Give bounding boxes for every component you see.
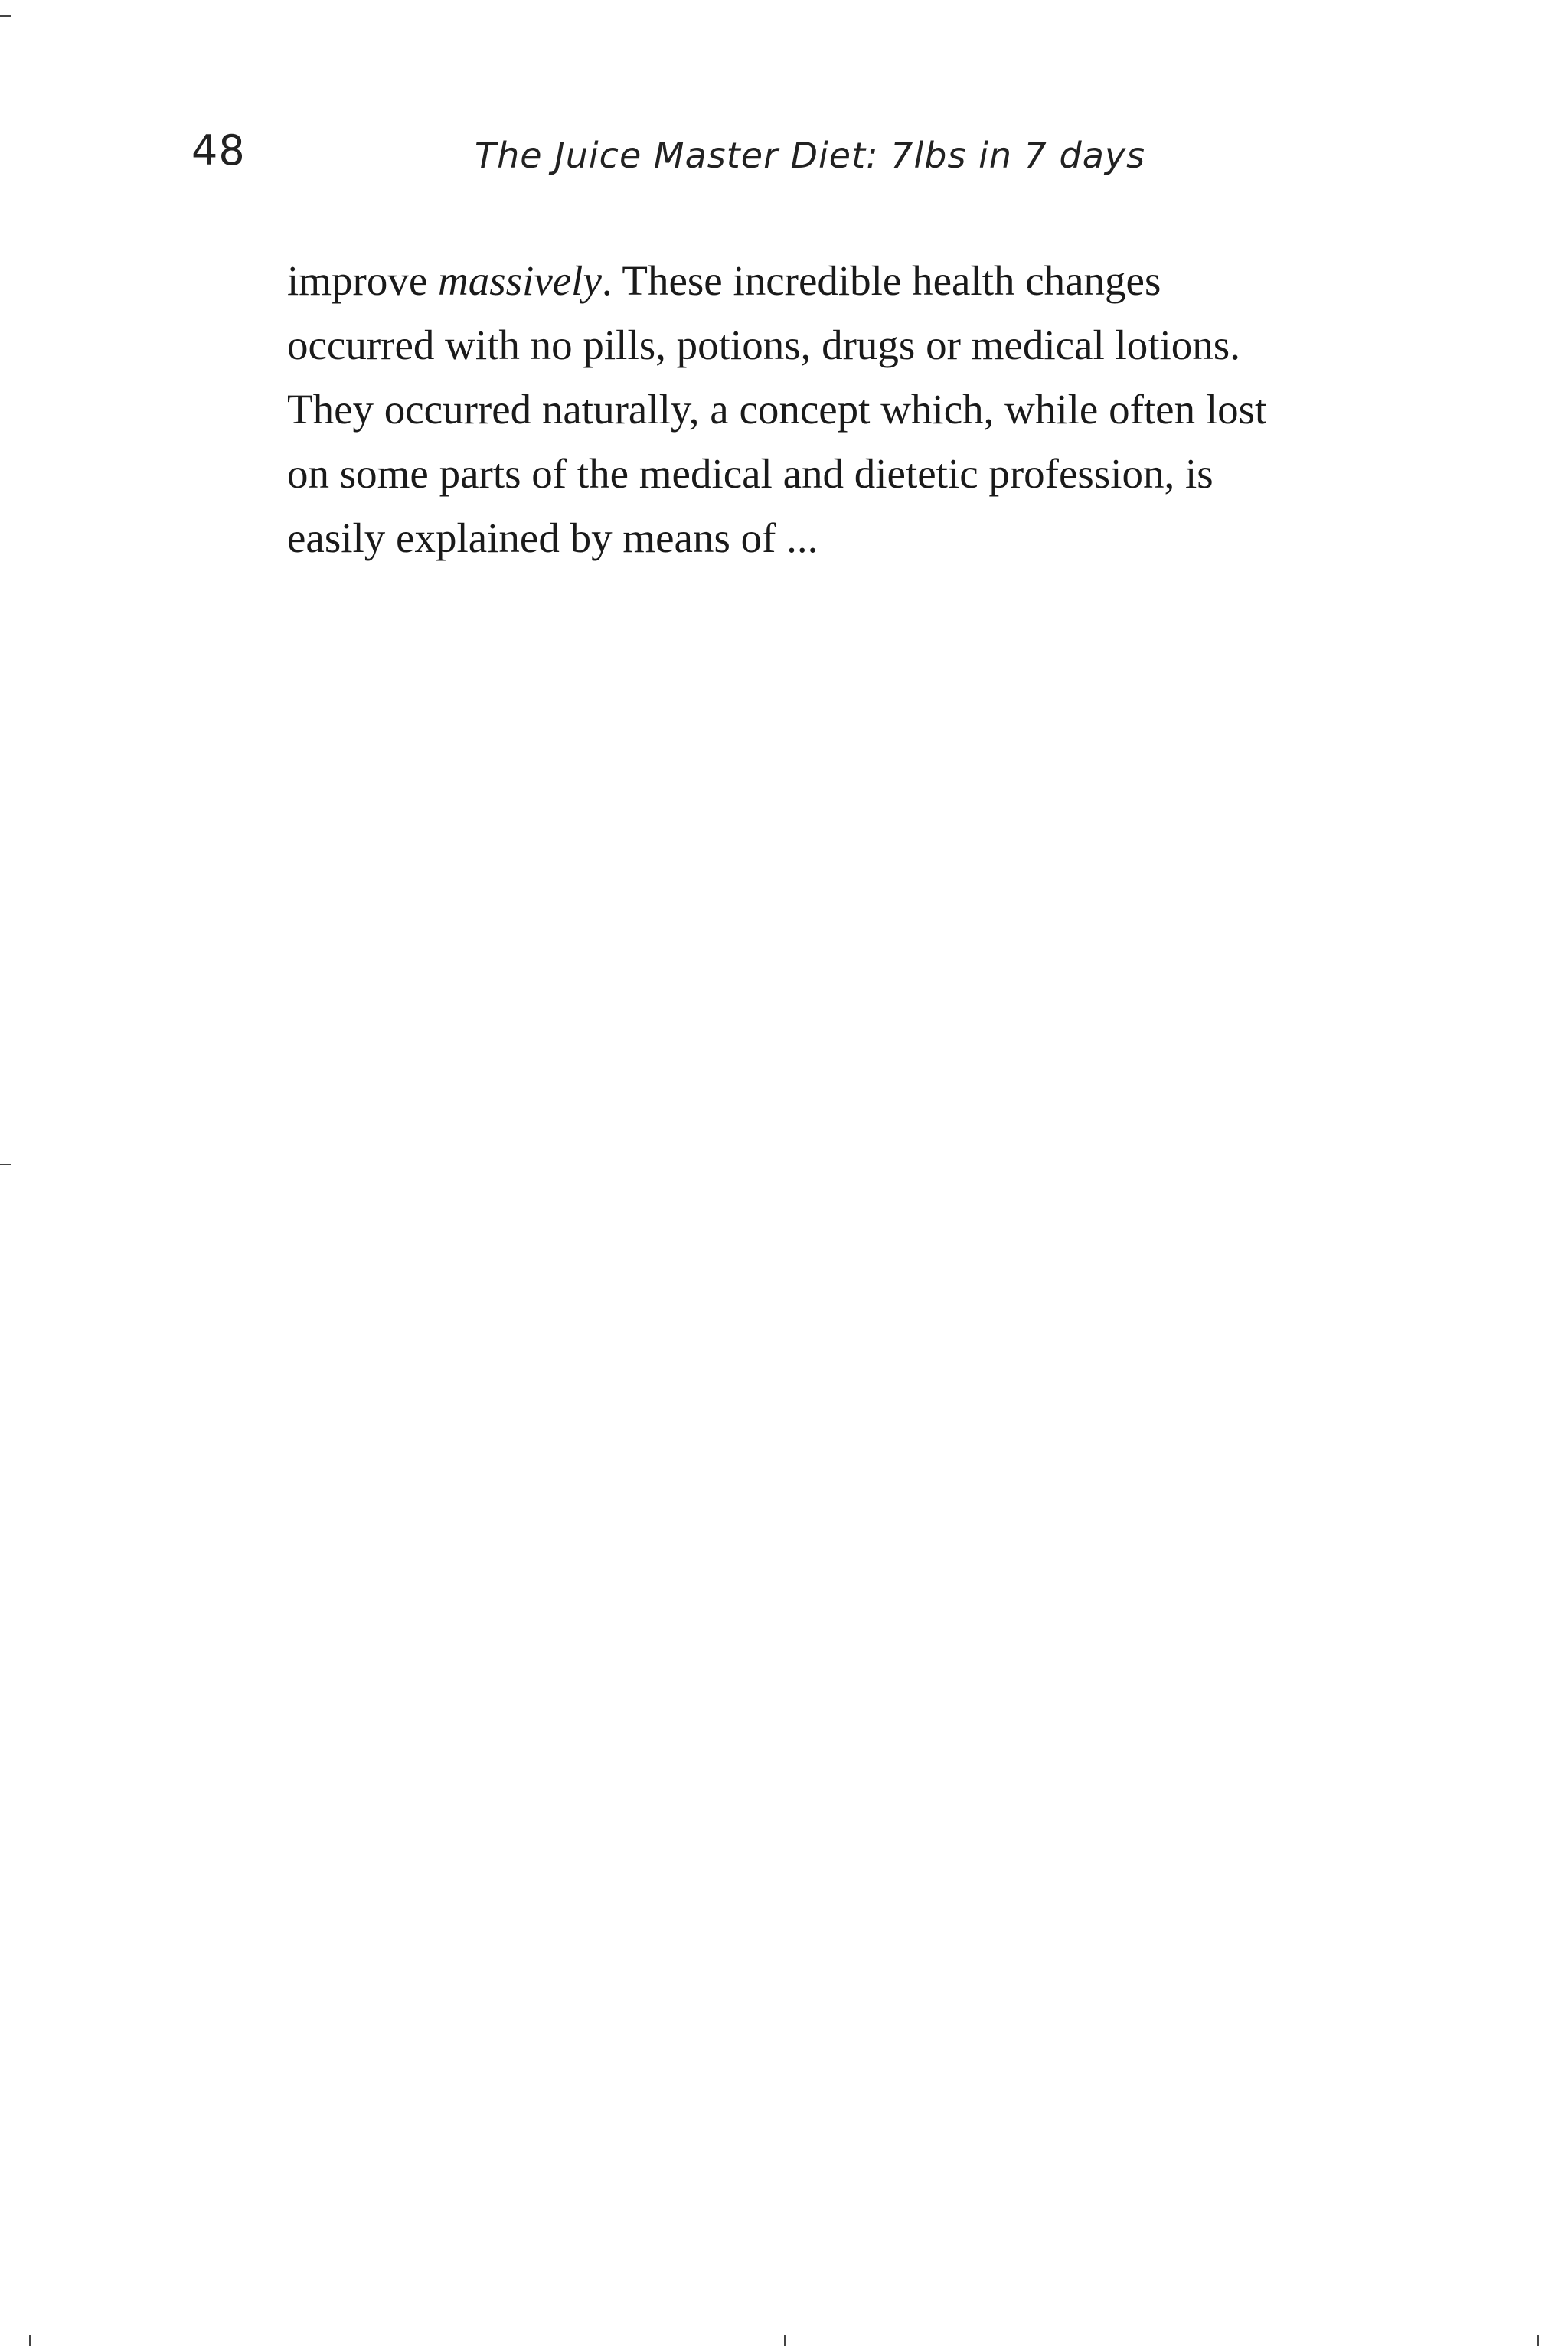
paragraph-line: They occurred naturally, a concept which, while often lost bbox=[287, 386, 1267, 433]
crop-mark bbox=[0, 1164, 11, 1165]
crop-mark bbox=[1537, 2335, 1539, 2346]
running-title: The Juice Master Diet: 7lbs in 7 days bbox=[475, 135, 1146, 176]
crop-mark bbox=[784, 2335, 786, 2346]
crop-mark bbox=[0, 15, 11, 17]
line-text: improve bbox=[287, 257, 439, 304]
body-paragraph bbox=[287, 249, 1359, 570]
paragraph-line: easily explained by means of ... bbox=[287, 514, 818, 561]
line-text: . These incredible health changes bbox=[601, 257, 1161, 304]
paragraph-line: on some parts of the medical and dietetic profession, is bbox=[287, 450, 1214, 497]
crop-mark bbox=[29, 2335, 31, 2346]
paragraph-line bbox=[287, 249, 1359, 313]
emphasis-text: massively bbox=[438, 257, 602, 304]
paragraph-line: occurred with no pills, potions, drugs or medical lotions. bbox=[287, 322, 1240, 368]
page-number: 48 bbox=[191, 126, 246, 175]
